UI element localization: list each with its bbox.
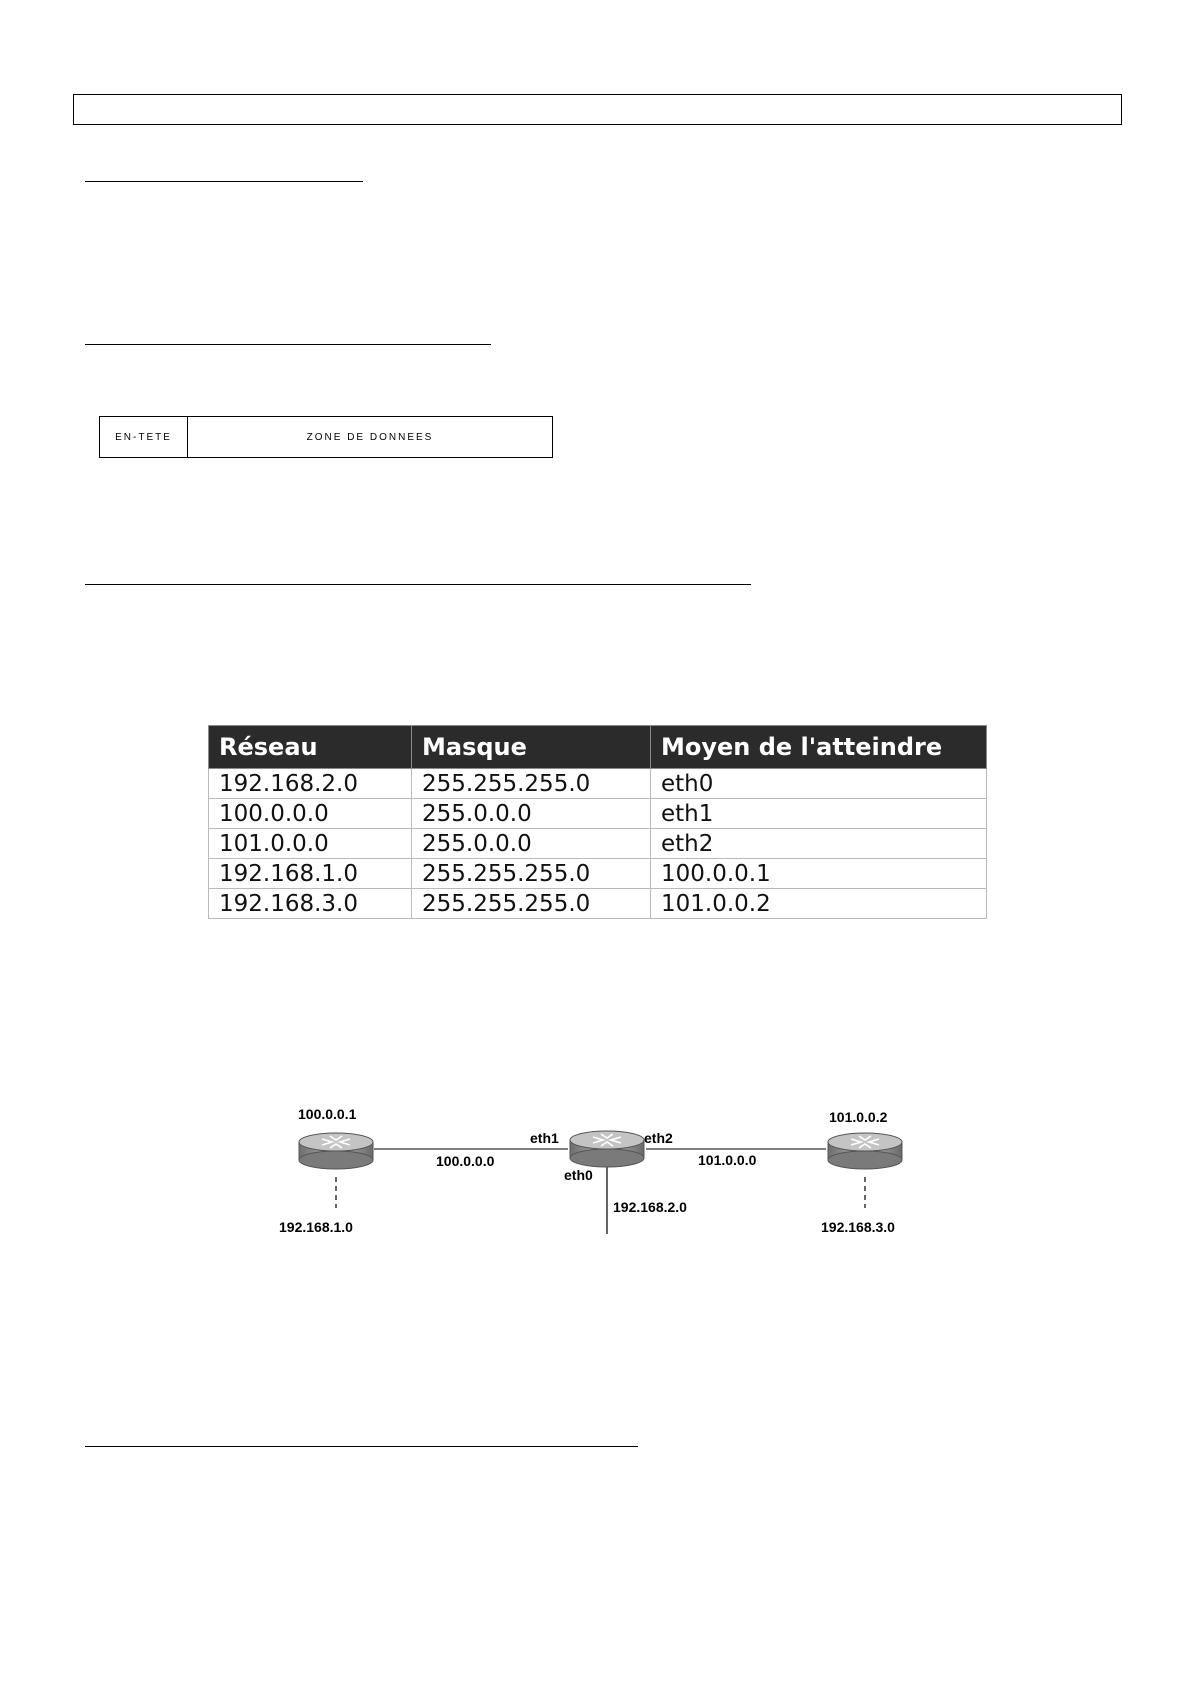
right-router-lan: 192.168.3.0 xyxy=(821,1219,895,1235)
router-center-icon xyxy=(570,1131,644,1167)
cell-network: 101.0.0.0 xyxy=(209,829,412,859)
column-header-route: Moyen de l'atteindre xyxy=(651,726,987,769)
link-left-label: 100.0.0.0 xyxy=(436,1153,495,1169)
router-right-icon xyxy=(828,1133,902,1169)
cell-mask: 255.0.0.0 xyxy=(412,829,651,859)
cell-route: eth2 xyxy=(651,829,987,859)
cell-mask: 255.0.0.0 xyxy=(412,799,651,829)
center-if-bottom: eth0 xyxy=(564,1167,593,1183)
column-header-network: Réseau xyxy=(209,726,412,769)
cell-mask: 255.255.255.0 xyxy=(412,769,651,799)
column-header-mask: Masque xyxy=(412,726,651,769)
right-router-address: 101.0.0.2 xyxy=(829,1109,888,1125)
center-if-right: eth2 xyxy=(644,1130,673,1146)
cell-route: eth1 xyxy=(651,799,987,829)
cell-network: 192.168.2.0 xyxy=(209,769,412,799)
packet-data-cell: ZONE DE DONNEES xyxy=(306,431,434,443)
left-router-address: 100.0.0.1 xyxy=(298,1106,357,1122)
cell-network: 192.168.3.0 xyxy=(209,889,412,919)
left-router-lan: 192.168.1.0 xyxy=(279,1219,353,1235)
router-left-icon xyxy=(299,1133,373,1169)
cell-route: eth0 xyxy=(651,769,987,799)
cell-mask: 255.255.255.0 xyxy=(412,889,651,919)
cell-route: 101.0.0.2 xyxy=(651,889,987,919)
link-right-label: 101.0.0.0 xyxy=(698,1152,757,1168)
packet-header-cell: EN-TETE xyxy=(100,417,188,457)
cell-network: 192.168.1.0 xyxy=(209,859,412,889)
cell-route: 100.0.0.1 xyxy=(651,859,987,889)
center-if-left: eth1 xyxy=(530,1130,559,1146)
cell-mask: 255.255.255.0 xyxy=(412,859,651,889)
cell-network: 100.0.0.0 xyxy=(209,799,412,829)
center-router-lan: 192.168.2.0 xyxy=(613,1199,687,1215)
